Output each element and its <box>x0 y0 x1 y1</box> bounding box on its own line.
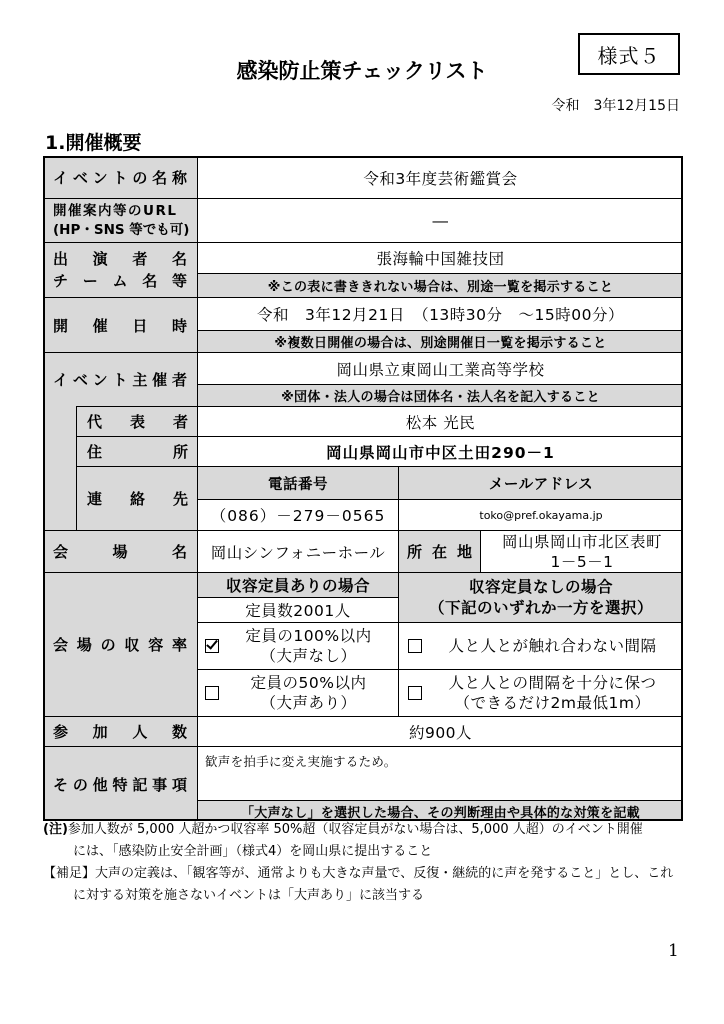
organizer-value: 岡山県立東岡山工業高等学校 <box>336 360 545 379</box>
dates-note: ※複数日開催の場合は、別途開催日一覧を掲示すること <box>274 336 607 351</box>
with-capacity-header: 収容定員ありの場合 <box>225 577 370 595</box>
performers-label-line1 <box>53 248 187 270</box>
footnote-note-line2: には、「感染防止安全計画」（様式4）を岡山県に提出すること <box>73 844 433 859</box>
option-line1: 定員の100%以内 <box>245 627 372 645</box>
label-char: 他 <box>92 775 108 794</box>
option-line2: （大声あり） <box>260 694 357 712</box>
label-char: ン <box>92 371 108 389</box>
without-capacity-header-line1: 収容定員なしの場合 <box>468 577 613 596</box>
label-char: 催 <box>92 316 108 335</box>
participants-value: 約900人 <box>408 723 473 742</box>
event-name-label <box>53 167 187 188</box>
footnote-note-line1 <box>43 821 643 839</box>
dates-cell <box>197 297 683 330</box>
label-char: 名 <box>142 272 158 290</box>
performers-note: ※この表に書ききれない場合は、別途一覧を掲示すること <box>267 280 614 295</box>
dates-value: 令和 3年12月21日 （13時30分 ～15時00分） <box>257 306 624 324</box>
address-cell <box>197 436 683 466</box>
label-char: 開 <box>53 316 69 335</box>
label-char: 地 <box>456 543 472 561</box>
label-char: 事 <box>152 775 168 794</box>
label-char: そ <box>53 775 69 794</box>
option-text <box>422 673 683 713</box>
option-line1: 定員の50%以内 <box>250 674 367 692</box>
organizer-cell <box>197 352 683 384</box>
event-name-cell <box>197 156 683 198</box>
label-char: 名 <box>171 250 187 268</box>
label-char: 者 <box>132 250 148 268</box>
label-char: イ <box>53 371 69 389</box>
label-char: 連 <box>87 490 103 508</box>
dates-note-cell <box>197 330 683 352</box>
label-char: 場 <box>112 543 128 561</box>
label-char: 人 <box>132 723 148 741</box>
remarks-cell <box>197 746 683 800</box>
label-char: 時 <box>171 316 187 335</box>
label-char: ー <box>82 272 98 290</box>
label-char: 参 <box>53 723 69 741</box>
email-header: メールアドレス <box>488 476 594 493</box>
label-char: 項 <box>171 775 187 794</box>
representative-value: 松本 光民 <box>405 413 476 432</box>
footnote-note-marker: (注) <box>43 822 68 837</box>
contact-label-cell <box>76 466 197 530</box>
label-char: 催 <box>152 371 168 389</box>
representative-label <box>87 411 188 432</box>
overview-table <box>43 156 683 821</box>
label-char: の <box>72 775 88 794</box>
option-line2: （できるだけ2m最低1m） <box>454 694 651 712</box>
performers-note-cell <box>197 273 683 297</box>
label-char: ト <box>112 169 128 187</box>
without-capacity-header-cell <box>398 572 683 622</box>
address-value: 岡山県岡山市中区土田290－1 <box>326 443 555 462</box>
dates-label <box>53 315 187 336</box>
checkbox-icon[interactable] <box>205 686 219 700</box>
capacity-label <box>53 634 187 655</box>
label-char: の <box>100 636 116 654</box>
location-line1: 岡山県岡山市北区表町 <box>501 532 662 551</box>
performers-label-cell <box>43 242 197 297</box>
label-char: 日 <box>132 316 148 335</box>
organizer-label-cell <box>43 352 197 406</box>
checkbox-icon[interactable] <box>408 686 422 700</box>
location-label <box>407 541 472 562</box>
address-label <box>87 441 188 462</box>
organizer-indent-strip <box>43 406 76 530</box>
email-cell <box>398 499 683 530</box>
label-char: 等 <box>171 272 187 290</box>
url-label-cell <box>43 198 197 242</box>
representative-label-cell <box>76 406 197 436</box>
capacity-value: 定員数2001人 <box>245 602 351 620</box>
capacity-label-cell <box>43 572 197 716</box>
label-char: 称 <box>171 169 187 187</box>
dates-label-cell <box>43 297 197 352</box>
label-char: チ <box>53 272 69 290</box>
url-cell <box>197 198 683 242</box>
performers-value: 張海輪中国雑技団 <box>376 250 505 268</box>
label-char: 容 <box>148 636 164 654</box>
label-char: 絡 <box>129 490 145 508</box>
option-line1: 人と人との間隔を十分に保つ <box>448 674 657 692</box>
checkbox-icon[interactable] <box>408 639 422 653</box>
label-char: 在 <box>431 543 447 561</box>
footnote-supplement-line1 <box>43 865 673 883</box>
url-label-line2: (HP・SNS 等でも可) <box>53 221 190 238</box>
label-char: イ <box>53 169 69 187</box>
label-char: 所 <box>172 443 188 461</box>
label-char: 数 <box>171 723 187 741</box>
label-char: 名 <box>152 169 168 187</box>
option-text <box>219 673 398 713</box>
label-char: ト <box>112 371 128 389</box>
location-cell <box>480 530 683 572</box>
remarks-value: 歓声を拍手に変え実施するため。 <box>205 754 397 769</box>
organizer-note: ※団体・法人の場合は団体名・法人名を記入すること <box>281 390 600 405</box>
performers-cell <box>197 242 683 273</box>
without-capacity-option-2 <box>398 669 683 716</box>
page-number: 1 <box>668 941 679 961</box>
label-char: 収 <box>124 636 140 654</box>
label-char: 演 <box>92 250 108 268</box>
location-label-cell <box>398 530 480 572</box>
document-title: 感染防止策チェックリスト <box>236 59 488 83</box>
footnote-supplement-text1: 大声の定義は、「観客等が、通常よりも大きな声量で、反復・継続的に声を発すること」とし、これ <box>95 866 674 881</box>
document-date: 令和 3年12月15日 <box>551 98 680 114</box>
participants-cell <box>197 716 683 746</box>
contact-label <box>87 488 188 509</box>
remarks-label <box>53 774 187 795</box>
url-label-line1: 開催案内等のURL <box>53 202 178 219</box>
location-line2: 1－5－1 <box>550 552 614 571</box>
address-label-cell <box>76 436 197 466</box>
participants-label-cell <box>43 716 197 746</box>
without-capacity-header-line2: （下記のいずれか一方を選択） <box>428 598 653 617</box>
form-number: 様式５ <box>597 43 661 68</box>
label-char: 者 <box>171 371 187 389</box>
without-capacity-option-1 <box>398 622 683 669</box>
venue-label <box>53 541 187 562</box>
performers-label-line2 <box>53 270 187 292</box>
footnote-note-text1: 参加人数が 5,000 人超かつ収容率 50%超（収容定員がない場合は、5,000 人超）のイベント開催 <box>67 822 643 837</box>
section-heading: 1.開催概要 <box>45 132 142 154</box>
email-value: toko@pref.okayama.jp <box>479 508 603 522</box>
label-char: の <box>132 169 148 187</box>
option-line2: （大声なし） <box>260 647 357 665</box>
option-text <box>219 626 398 666</box>
capacity-value-cell <box>197 597 398 622</box>
event-name-label-cell <box>43 156 197 198</box>
with-capacity-option-1 <box>197 622 398 669</box>
label-char: 記 <box>132 775 148 794</box>
option-line1: 人と人とが触れ合わない間隔 <box>448 637 657 655</box>
with-capacity-header-cell <box>197 572 398 597</box>
event-name-value: 令和3年度芸術鑑賞会 <box>363 169 518 188</box>
phone-value: （086）－279－0565 <box>210 507 386 525</box>
label-char: 所 <box>407 543 423 561</box>
label-char: ム <box>112 272 128 290</box>
label-char: 主 <box>132 371 148 389</box>
phone-header-cell <box>197 466 398 499</box>
footnote-supplement-line2: に対する対策を施さないイベントは「大声あり」に該当する <box>73 888 425 903</box>
label-char: 名 <box>171 543 187 561</box>
url-value: ― <box>432 211 449 230</box>
remarks-note-cell <box>197 800 683 821</box>
venue-cell <box>197 530 398 572</box>
remarks-label-cell <box>43 746 197 821</box>
email-header-cell <box>398 466 683 499</box>
footnote-supplement-marker: 【補足】 <box>43 866 96 881</box>
label-char: 先 <box>172 490 188 508</box>
label-char: 会 <box>53 636 69 654</box>
label-char: 率 <box>171 636 187 654</box>
label-char: 会 <box>53 543 69 561</box>
remarks-note: 「大声なし」を選択した場合、その判断理由や具体的な対策を記載 <box>240 805 640 821</box>
venue-label-cell <box>43 530 197 572</box>
label-char: 出 <box>53 250 69 268</box>
label-char: ベ <box>72 169 88 187</box>
with-capacity-option-2 <box>197 669 398 716</box>
label-char: 場 <box>76 636 92 654</box>
label-char: ン <box>92 169 108 187</box>
label-char: 加 <box>92 723 108 741</box>
option-text <box>422 636 683 656</box>
checkbox-checked-icon[interactable] <box>205 639 219 653</box>
label-char: 表 <box>129 413 145 431</box>
label-char: 特 <box>112 775 128 794</box>
label-char: ベ <box>72 371 88 389</box>
organizer-note-cell <box>197 384 683 406</box>
venue-value: 岡山シンフォニーホール <box>210 543 386 562</box>
label-char: 住 <box>87 443 103 461</box>
representative-cell <box>197 406 683 436</box>
phone-cell <box>197 499 398 530</box>
label-char: 者 <box>172 413 188 431</box>
participants-label <box>53 721 187 742</box>
organizer-label <box>53 369 187 390</box>
label-char: 代 <box>87 413 103 431</box>
phone-header: 電話番号 <box>268 476 328 493</box>
